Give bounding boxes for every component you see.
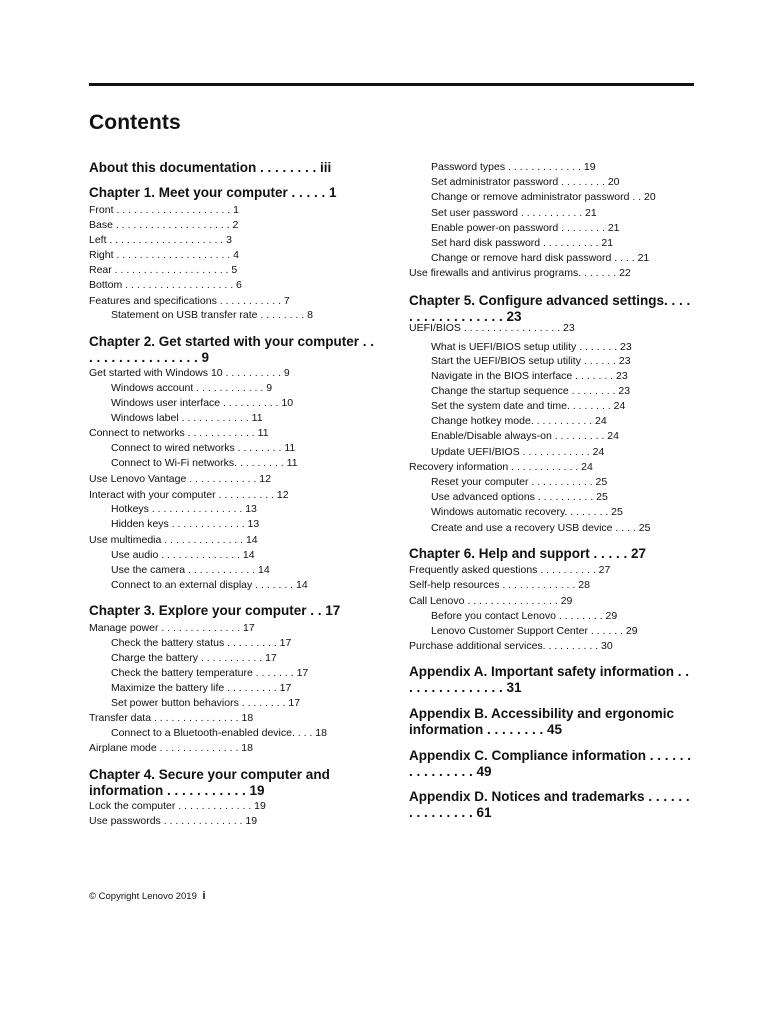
toc-entry[interactable]: What is UEFI/BIOS setup utility . . . . . . . 23 — [431, 341, 632, 353]
toc-entry[interactable]: Windows account . . . . . . . . . . . . 9 — [111, 382, 273, 394]
toc-entry[interactable]: Set hard disk password . . . . . . . . . . 21 — [431, 237, 614, 249]
copyright-text: © Copyright Lenovo 2019 — [89, 891, 197, 902]
toc-entry[interactable]: Use the camera . . . . . . . . . . . . 14 — [111, 564, 270, 576]
page-number: i — [202, 890, 206, 902]
toc-entry[interactable]: Change or remove administrator password . . 20 — [431, 191, 656, 203]
toc-chapter-entry[interactable]: Chapter 3. Explore your computer . . 17 — [89, 603, 341, 618]
toc-entry[interactable]: Set the system date and time. . . . . . . . 24 — [431, 400, 626, 412]
toc-entry[interactable]: Use passwords . . . . . . . . . . . . . . 19 — [89, 815, 258, 827]
toc-entry[interactable]: Windows automatic recovery. . . . . . . . 25 — [431, 506, 623, 518]
toc-entry[interactable]: Left . . . . . . . . . . . . . . . . . . . . 3 — [89, 234, 232, 246]
toc-entry[interactable]: Lock the computer . . . . . . . . . . . . . 19 — [89, 800, 266, 812]
toc-chapter-entry[interactable]: Chapter 1. Meet your computer . . . . . 1 — [89, 185, 337, 200]
toc-entry[interactable]: Use firewalls and antivirus programs. . . . . . . 22 — [409, 267, 631, 279]
toc-entry[interactable]: Get started with Windows 10 . . . . . . . . . . 9 — [89, 367, 290, 379]
toc-chapter-entry[interactable]: Chapter 6. Help and support . . . . . 27 — [409, 546, 647, 561]
toc-entry[interactable]: Connect to an external display . . . . . . . 14 — [111, 579, 308, 591]
toc-entry[interactable]: Check the battery temperature . . . . . . . 17 — [111, 667, 309, 679]
toc-chapter-entry[interactable]: Chapter 4. Secure your computer and information . . . . . . . . . . . 19 — [89, 767, 330, 798]
toc-chapter-entry[interactable]: About this documentation . . . . . . . . iii — [89, 160, 332, 175]
toc-entry[interactable]: Set user password . . . . . . . . . . . 21 — [431, 207, 597, 219]
toc-entry[interactable]: Use advanced options . . . . . . . . . . 25 — [431, 491, 608, 503]
toc-entry[interactable]: Connect to Wi-Fi networks. . . . . . . . . 11 — [111, 457, 298, 469]
toc-entry[interactable]: Front . . . . . . . . . . . . . . . . . . . . 1 — [89, 204, 239, 216]
toc-entry[interactable]: Manage power . . . . . . . . . . . . . . 17 — [89, 622, 255, 634]
toc-entry[interactable]: Right . . . . . . . . . . . . . . . . . . . . 4 — [89, 249, 239, 261]
toc-entry[interactable]: Base . . . . . . . . . . . . . . . . . . . . 2 — [89, 219, 239, 231]
toc-entry[interactable]: Lenovo Customer Support Center . . . . . . 29 — [431, 625, 638, 637]
toc-entry[interactable]: Maximize the battery life . . . . . . . . . 17 — [111, 682, 292, 694]
toc-entry[interactable]: Set power button behaviors . . . . . . . . 17 — [111, 697, 301, 709]
toc-entry[interactable]: Reset your computer . . . . . . . . . . . 25 — [431, 476, 608, 488]
toc-entry[interactable]: Bottom . . . . . . . . . . . . . . . . . . . 6 — [89, 279, 242, 291]
toc-entry[interactable]: Call Lenovo . . . . . . . . . . . . . . . . 29 — [409, 595, 573, 607]
toc-chapter-entry[interactable]: Chapter 2. Get started with your computer . . . . . . . . . . . . . . . . . 9 — [89, 334, 375, 365]
toc-entry[interactable]: Statement on USB transfer rate . . . . . . . . 8 — [111, 309, 313, 321]
toc-entry[interactable]: Start the UEFI/BIOS setup utility . . . . . . 23 — [431, 355, 631, 367]
toc-entry[interactable]: Windows user interface . . . . . . . . . . 10 — [111, 397, 294, 409]
toc-chapter-entry[interactable]: Appendix D. Notices and trademarks . . . . . . . . . . . . . . . 61 — [409, 789, 690, 820]
toc-entry[interactable]: Charge the battery . . . . . . . . . . . 17 — [111, 652, 277, 664]
toc-entry[interactable]: Before you contact Lenovo . . . . . . . . 29 — [431, 610, 618, 622]
toc-entry[interactable]: Check the battery status . . . . . . . . . 17 — [111, 637, 292, 649]
toc-entry[interactable]: Windows label . . . . . . . . . . . . 11 — [111, 412, 263, 424]
toc-entry[interactable]: Airplane mode . . . . . . . . . . . . . . 18 — [89, 742, 253, 754]
toc-entry[interactable]: Create and use a recovery USB device . . . . 25 — [431, 522, 651, 534]
toc-entry[interactable]: Features and specifications . . . . . . . . . . . 7 — [89, 295, 290, 307]
footer — [89, 890, 206, 902]
toc-entry[interactable]: Enable power-on password . . . . . . . . 21 — [431, 222, 620, 234]
toc-entry[interactable]: Interact with your computer . . . . . . . . . . 12 — [89, 489, 289, 501]
toc-entry[interactable]: Connect to wired networks . . . . . . . . 11 — [111, 442, 296, 454]
toc-entry[interactable]: Connect to a Bluetooth-enabled device. . . . 18 — [111, 727, 327, 739]
toc-chapter-entry[interactable]: Appendix A. Important safety information . . . . . . . . . . . . . . . 31 — [409, 664, 690, 695]
toc-chapter-entry[interactable]: Appendix B. Accessibility and ergonomic information . . . . . . . . 45 — [409, 706, 675, 737]
toc-entry[interactable]: Purchase additional services. . . . . . . . . . 30 — [409, 640, 613, 652]
top-rule — [89, 83, 694, 86]
toc-entry[interactable]: Connect to networks . . . . . . . . . . . . 11 — [89, 427, 269, 439]
toc-entry[interactable]: Frequently asked questions . . . . . . . . . . 27 — [409, 564, 611, 576]
toc-entry[interactable]: Rear . . . . . . . . . . . . . . . . . . . . 5 — [89, 264, 238, 276]
toc-entry[interactable]: Set administrator password . . . . . . . . 20 — [431, 176, 620, 188]
toc-entry[interactable]: Recovery information . . . . . . . . . . . . 24 — [409, 461, 593, 473]
toc-entry[interactable]: Hidden keys . . . . . . . . . . . . . 13 — [111, 518, 260, 530]
toc-entry[interactable]: Change the startup sequence . . . . . . . . 23 — [431, 385, 631, 397]
toc-entry[interactable]: Update UEFI/BIOS . . . . . . . . . . . . 24 — [431, 446, 605, 458]
page-title: Contents — [89, 111, 181, 134]
toc-entry[interactable]: Use Lenovo Vantage . . . . . . . . . . . . 12 — [89, 473, 271, 485]
toc-entry[interactable]: Use audio . . . . . . . . . . . . . . 14 — [111, 549, 255, 561]
toc-entry[interactable]: Enable/Disable always-on . . . . . . . . . 24 — [431, 430, 619, 442]
toc-entry[interactable]: Change hotkey mode. . . . . . . . . . . 24 — [431, 415, 607, 427]
toc-entry[interactable]: Hotkeys . . . . . . . . . . . . . . . . 13 — [111, 503, 257, 515]
toc-entry[interactable]: Change or remove hard disk password . . . . 21 — [431, 252, 650, 264]
toc-entry[interactable]: Password types . . . . . . . . . . . . . 19 — [431, 161, 596, 173]
toc-chapter-entry[interactable]: Chapter 5. Configure advanced settings. . . . . . . . . . . . . . . . . 23 — [409, 293, 691, 324]
toc-entry[interactable]: UEFI/BIOS . . . . . . . . . . . . . . . . . 23 — [409, 322, 575, 334]
toc-entry[interactable]: Self-help resources . . . . . . . . . . . . . 28 — [409, 579, 590, 591]
toc-entry[interactable]: Navigate in the BIOS interface . . . . . . . 23 — [431, 370, 628, 382]
toc-entry[interactable]: Use multimedia . . . . . . . . . . . . . . 14 — [89, 534, 258, 546]
toc-entry[interactable]: Transfer data . . . . . . . . . . . . . . . 18 — [89, 712, 254, 724]
toc-chapter-entry[interactable]: Appendix C. Compliance information . . . . . . . . . . . . . . . 49 — [409, 748, 692, 779]
